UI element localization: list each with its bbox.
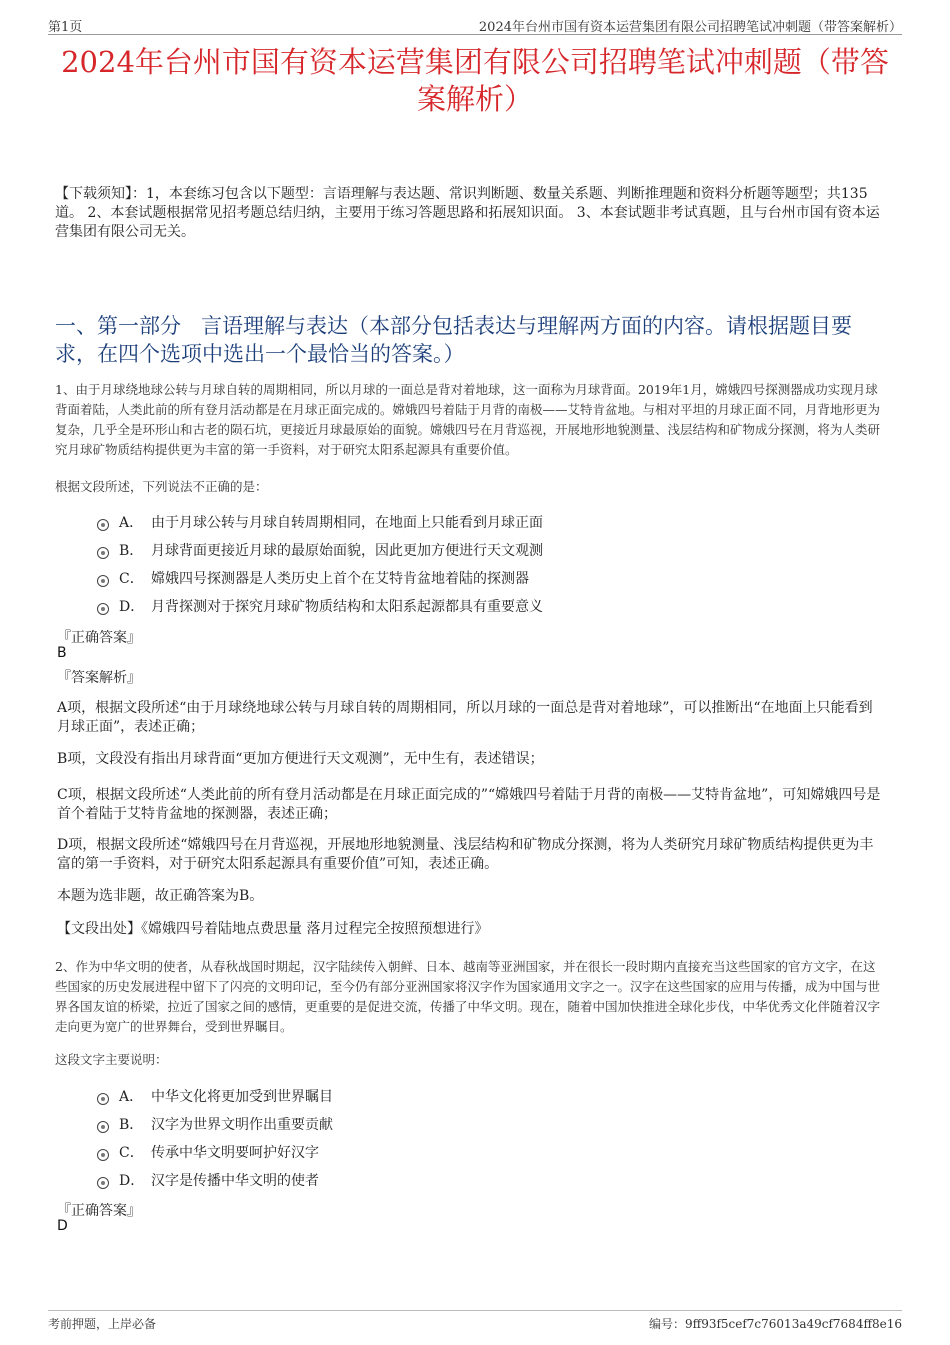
page-header <box>48 14 902 35</box>
question-2-option-d[interactable] <box>97 1170 319 1190</box>
question-1-option-d[interactable] <box>97 596 543 616</box>
option-text: 汉字为世界文明作出重要贡献 <box>151 1117 333 1133</box>
question-2-option-b[interactable] <box>97 1114 333 1134</box>
footer-serial-number: 编号：9ff93f5cef7c76013a49cf7684ff8e16 <box>649 1317 902 1331</box>
radio-icon[interactable] <box>97 603 109 615</box>
page-footer <box>48 1310 902 1333</box>
question-2-answer-label: 『正确答案』 <box>57 1203 141 1219</box>
question-1-option-a[interactable] <box>97 512 543 532</box>
option-letter: C． <box>119 571 144 587</box>
section-number: 一、第一部分 <box>55 314 181 338</box>
option-letter: A． <box>119 1089 144 1105</box>
page-number: 第1页 <box>48 20 83 35</box>
question-2-stem: 2、作为中华文明的使者，从春秋战国时期起，汉字陆续传入朝鲜、日本、越南等亚洲国家，并在很长一段时期内直接充当这些国家的官方文字，在这些国家的历史发展进程中留下了闪亮的文明印记，至今仍有部分亚洲国家将汉字作为国家通用文字之一。汉字在这些国家的应用与传播，成为中国与世界各国友谊的桥梁，拉近了国家之间的感情，更重要的是促进交流，传播了中华文明。现在，随着中国加快推进全球化步伐，中华优秀文化伴随着汉字走向更为宽广的世界舞台，受到世界瞩目。 <box>55 959 881 1034</box>
analysis-paragraph: A项，根据文段所述“由于月球绕地球公转与月球自转的周期相同，所以月球的一面总是背对着地球”，可以推断出“在地面上只能看到月球正面”，表述正确； <box>57 700 873 735</box>
question-1-answer: B <box>57 645 67 661</box>
source-citation: 【文段出处】《嫦娥四号着陆地点费思量 落月过程完全按照预想进行》 <box>57 921 489 937</box>
option-text: 嫦娥四号探测器是人类历史上首个在艾特肯盆地着陆的探测器 <box>151 571 529 587</box>
radio-icon[interactable] <box>97 519 109 531</box>
analysis-conclusion: 本题为选非题，故正确答案为B。 <box>57 888 264 904</box>
question-1-stem: 1、由于月球绕地球公转与月球自转的周期相同，所以月球的一面总是背对着地球，这一面称为月球背面。2019年1月，嫦娥四号探测器成功实现月球背面着陆，人类此前的所有登月活动都是在月球正面完成的。嫦娥四号着陆于月背的南极——艾特肯盆地。与相对平坦的月球正面不同，月背地形更为复杂，几乎全是环形山和古老的陨石坑，更接近月球最原始的面貌。嫦娥四号在月背巡视，开展地形地貌测量、浅层结构和矿物成分探测，将为人类研究月球矿物质结构提供更为丰富的第一手资料，对于研究太阳系起源具有重要价值。 <box>55 382 881 457</box>
radio-icon[interactable] <box>97 1093 109 1105</box>
option-letter: D． <box>119 599 145 615</box>
option-text: 月背探测对于探究月球矿物质结构和太阳系起源都具有重要意义 <box>151 599 543 615</box>
option-text: 汉字是传播中华文明的使者 <box>151 1173 319 1189</box>
download-notice: 【下载须知】：1，本套练习包含以下题型：言语理解与表达题、常识判断题、数量关系题、判断推理题和资料分析题等题型；共135道。 2、本套试题根据常见招考题总结归纳，主要用于练习答题思路和拓展知识面。 3、本套试题非考试真题，且与台州市国有资本运营集团有限公司无关。 <box>55 186 880 240</box>
radio-icon[interactable] <box>97 1121 109 1133</box>
question-2-option-a[interactable] <box>97 1086 333 1106</box>
option-text: 月球背面更接近月球的最原始面貌，因此更加方便进行天文观测 <box>151 543 543 559</box>
section-text: 言语理解与表达（本部分包括表达与理解两方面的内容。请根据题目要求，在四个选项中选出一个最恰当的答案。） <box>55 314 852 366</box>
question-2-prompt: 这段文字主要说明： <box>55 1052 168 1067</box>
option-text: 中华文化将更加受到世界瞩目 <box>151 1089 333 1105</box>
question-1-option-c[interactable] <box>97 568 529 588</box>
option-letter: B． <box>119 1117 144 1133</box>
radio-icon[interactable] <box>97 575 109 587</box>
header-doc-title: 2024年台州市国有资本运营集团有限公司招聘笔试冲刺题（带答案解析） <box>478 20 902 35</box>
analysis-paragraph: B项，文段没有指出月球背面“更加方便进行天文观测”，无中生有，表述错误； <box>57 751 544 767</box>
radio-icon[interactable] <box>97 547 109 559</box>
radio-icon[interactable] <box>97 1149 109 1161</box>
section-heading <box>55 312 890 368</box>
option-text: 由于月球公转与月球自转周期相同，在地面上只能看到月球正面 <box>151 515 543 531</box>
question-1-analysis-label: 『答案解析』 <box>57 670 141 686</box>
document-title: 2024年台州市国有资本运营集团有限公司招聘笔试冲刺题（带答案解析） <box>61 45 889 116</box>
option-letter: A． <box>119 515 144 531</box>
option-letter: D． <box>119 1173 145 1189</box>
option-letter: B． <box>119 543 144 559</box>
question-2-option-c[interactable] <box>97 1142 319 1162</box>
question-2-answer: D <box>57 1218 68 1234</box>
analysis-paragraph: D项，根据文段所述“嫦娥四号在月背巡视，开展地形地貌测量、浅层结构和矿物成分探测，将为人类研究月球矿物质结构提供更为丰富的第一手资料，对于研究太阳系起源具有重要价值”可知，表述正确。 <box>57 837 874 872</box>
radio-icon[interactable] <box>97 1177 109 1189</box>
question-1-option-b[interactable] <box>97 540 543 560</box>
footer-slogan: 考前押题，上岸必备 <box>48 1317 157 1331</box>
analysis-paragraph: C项，根据文段所述“人类此前的所有登月活动都是在月球正面完成的”“嫦娥四号着陆于月背的南极——艾特肯盆地”，可知嫦娥四号是首个着陆于艾特肯盆地的探测器，表述正确； <box>57 787 881 822</box>
question-1-prompt: 根据文段所述，下列说法不正确的是： <box>55 479 268 494</box>
option-text: 传承中华文明要呵护好汉字 <box>151 1145 319 1161</box>
option-letter: C． <box>119 1145 144 1161</box>
question-1-answer-label: 『正确答案』 <box>57 630 141 646</box>
